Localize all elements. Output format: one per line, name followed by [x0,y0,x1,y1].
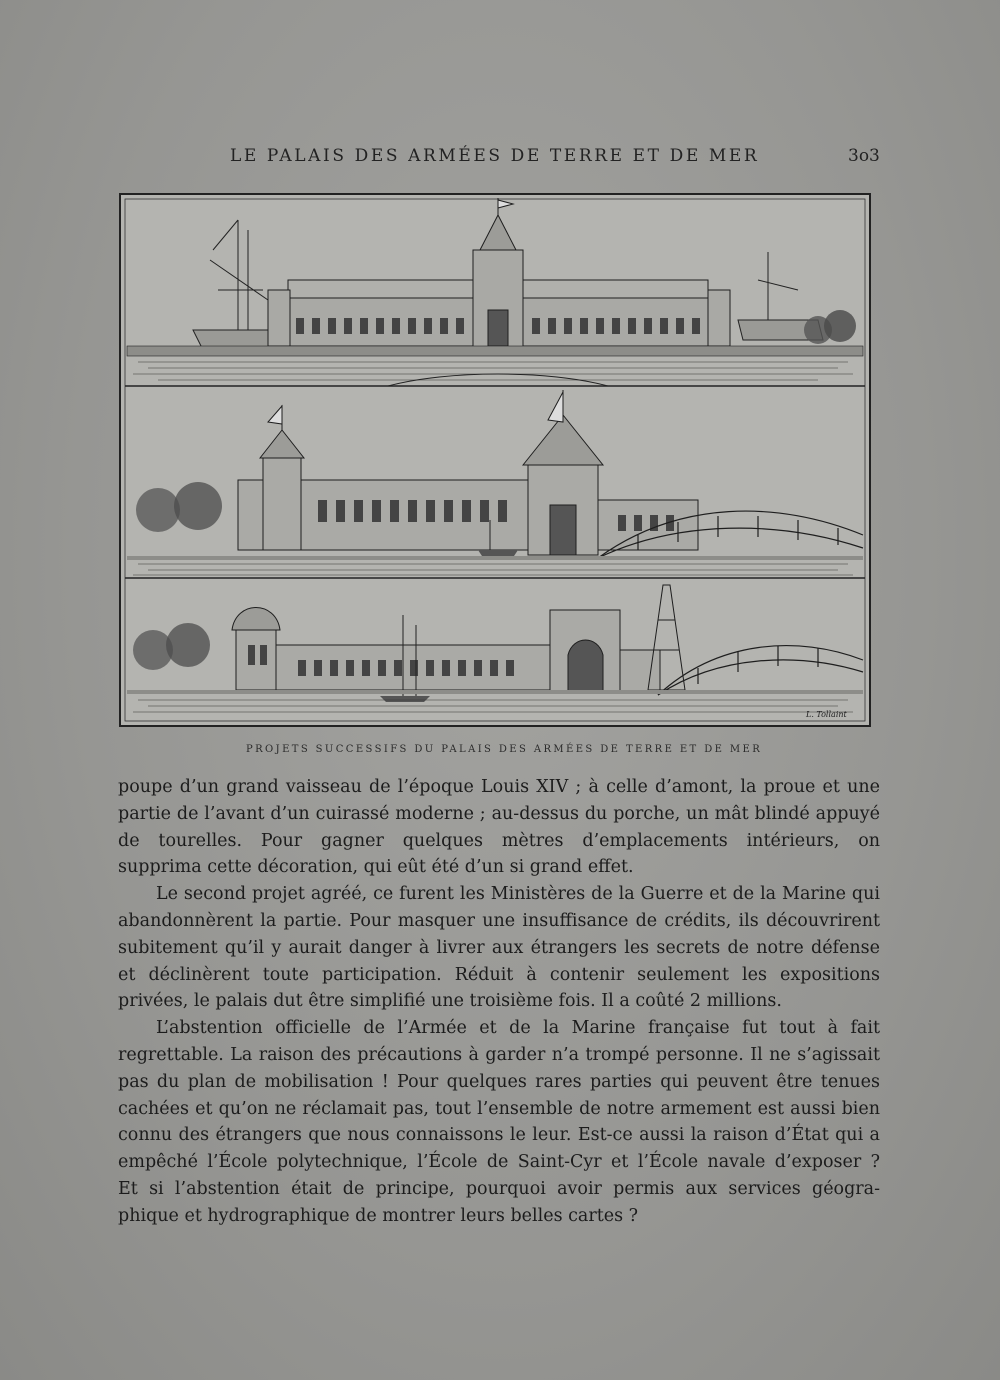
engraver-signature: L. Tollaint [806,710,847,719]
text-line: phique et hydrographique de montrer leurs belles cartes ? [118,1205,639,1226]
text-line: et déclinèrent toute participation. Réduit à contenir seulement les expositions [118,964,880,985]
paragraph-1 [118,774,880,881]
figure-caption: PROJETS SUCCESSIFS DU PALAIS DES ARMÉES DE TERRE ET DE MER [246,744,763,755]
text-line: pas du plan de mobilisation ! Pour quelques rares parties qui peuvent être tenues [118,1071,880,1092]
paragraph-3 [118,1015,880,1229]
text-line: poupe d’un grand vaisseau de l’époque Louis XIV ; à celle d’amont, la proue et une [118,777,880,797]
paragraph-2 [118,881,880,1015]
text-line: empêché l’École polytechnique, l’École de Saint-Cyr et l’École navale d’exposer ? [118,1152,880,1173]
running-title: LE PALAIS DES ARMÉES DE TERRE ET DE MER [230,146,760,166]
text-line: regrettable. La raison des précautions à garder n’a trompé personne. Il ne s’agissait [118,1044,880,1065]
text-line: Et si l’abstention était de principe, pourquoi avoir permis aux services géogra- [118,1178,880,1199]
text-line: Le second projet agréé, ce furent les Ministères de la Guerre et de la Marine qui [156,884,880,905]
text-line: L’abstention officielle de l’Armée et de la Marine française fut tout à fait [156,1018,880,1039]
text-line: cachées et qu’on ne réclamait pas, tout l’ensemble de notre armement est aussi bien [118,1098,880,1119]
body-text [118,774,880,1230]
page-number: 3o3 [848,146,880,166]
text-line: privées, le palais dut être simplifié une troisième fois. Il a coûté 2 millions. [118,991,782,1012]
text-line: partie de l’avant d’un cuirassé moderne ; au-dessus du porche, un mât blindé appuyé [118,803,880,824]
text-line: de tourelles. Pour gagner quelques mètres d’emplacements intérieurs, on [118,830,880,851]
text-line: abandonnèrent la partie. Pour masquer une insuffisance de crédits, ils découvrirent [118,910,880,931]
text-line: connu des étrangers que nous connaissons le leur. Est-ce aussi la raison d’État qui a [118,1125,880,1146]
text-line: subitement qu’il y aurait danger à livrer aux étrangers les secrets de notre défense [118,937,880,958]
figure-engravings [118,190,874,732]
engraving-illustration [118,190,874,732]
text-line: supprima cette décoration, qui eût été d’un si grand effet. [118,857,634,878]
